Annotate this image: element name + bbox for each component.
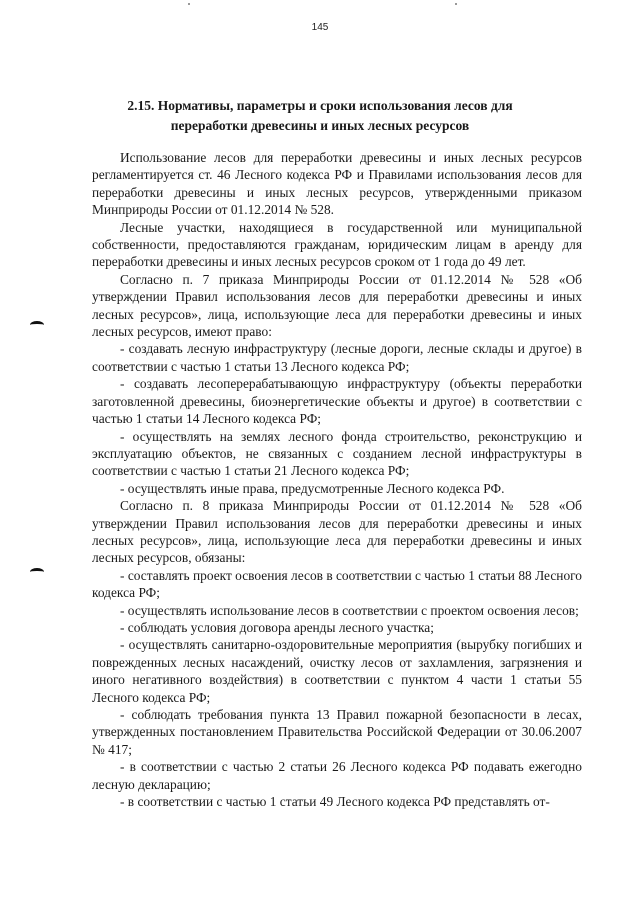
- document-body: [92, 149, 582, 810]
- page-number: 145: [311, 22, 329, 33]
- list-item: - в соответствии с частью 1 статьи 49 Лесного кодекса РФ представлять от-: [120, 794, 550, 810]
- binding-hole-mark: [30, 568, 44, 576]
- paragraph: Использование лесов для переработки древесины и иных лесных ресурсов регламентируется ст. 46 Лесного кодекса РФ и Правилами использования лесов для переработки древесины и иных лесных ресурсов, утвержденными приказом Минприроды России от 01.12.2014 № 528.: [92, 150, 582, 218]
- list-item: - соблюдать требования пункта 13 Правил пожарной безопасности в лесах, утвержденных постановлением Правительства Российской Федерации от 30.06.2007 № 417;: [92, 707, 582, 757]
- section-heading-line-1: 2.15. Нормативы, параметры и сроки использования лесов для: [127, 98, 513, 113]
- paragraph: Согласно п. 7 приказа Минприроды России от 01.12.2014 № 528 «Об утверждении Правил использования лесов для переработки древесины и иных лесных ресурсов», лица, использующие леса для переработки древесины и иных лесных ресурсов, имеют право:: [92, 271, 582, 340]
- section-heading: [70, 96, 570, 136]
- list-item: - осуществлять санитарно-оздоровительные мероприятия (вырубку погибших и поврежденных лесных насаждений, очистку лесов от захламления, загрязнения и иного негативного воздействия) в соответствии с пунктом 4 части 1 статьи 55 Лесного кодекса РФ;: [92, 637, 582, 705]
- list-item: - создавать лесную инфраструктуру (лесные дороги, лесные склады и другое) в соответствии с частью 1 статьи 13 Лесного кодекса РФ;: [92, 341, 582, 374]
- list-item: - осуществлять использование лесов в соответствии с проектом освоения лесов;: [120, 602, 579, 618]
- section-heading-line-2: переработки древесины и иных лесных ресурсов: [170, 118, 470, 133]
- binding-hole-mark: [30, 321, 44, 329]
- list-item: - в соответствии с частью 2 статьи 26 Лесного кодекса РФ подавать ежегодно лесную декларацию;: [92, 759, 582, 792]
- list-item: - осуществлять на землях лесного фонда строительство, реконструкцию и эксплуатацию объектов, не связанных с созданием лесной инфраструктуры в соответствии с частью 1 статьи 21 Лесного кодекса РФ;: [92, 428, 582, 479]
- scan-dot: [455, 3, 457, 5]
- paragraph: Лесные участки, находящиеся в государственной или муниципальной собственности, предоставляются гражданам, юридическим лицам в аренду для переработки древесины и иных лесных ресурсов сроком от 1 года до 49 лет.: [92, 219, 582, 270]
- list-item: - составлять проект освоения лесов в соответствии с частью 1 статьи 88 Лесного кодекса РФ;: [92, 567, 582, 601]
- list-item: - соблюдать условия договора аренды лесного участка;: [120, 619, 434, 635]
- list-item: - осуществлять иные права, предусмотренные Лесного кодекса РФ.: [120, 480, 505, 496]
- paragraph: Согласно п. 8 приказа Минприроды России от 01.12.2014 № 528 «Об утверждении Правил использования лесов для переработки древесины и иных лесных ресурсов», лица, использующие леса для переработки древесины и иных лесных ресурсов, обязаны:: [92, 498, 582, 566]
- list-item: - создавать лесоперерабатывающую инфраструктуру (объекты переработки заготовленной древесины, биоэнергетические объекты и другое) в соответствии с частью 1 статьи 14 Лесного кодекса РФ;: [92, 376, 582, 427]
- scan-dot: [188, 3, 190, 5]
